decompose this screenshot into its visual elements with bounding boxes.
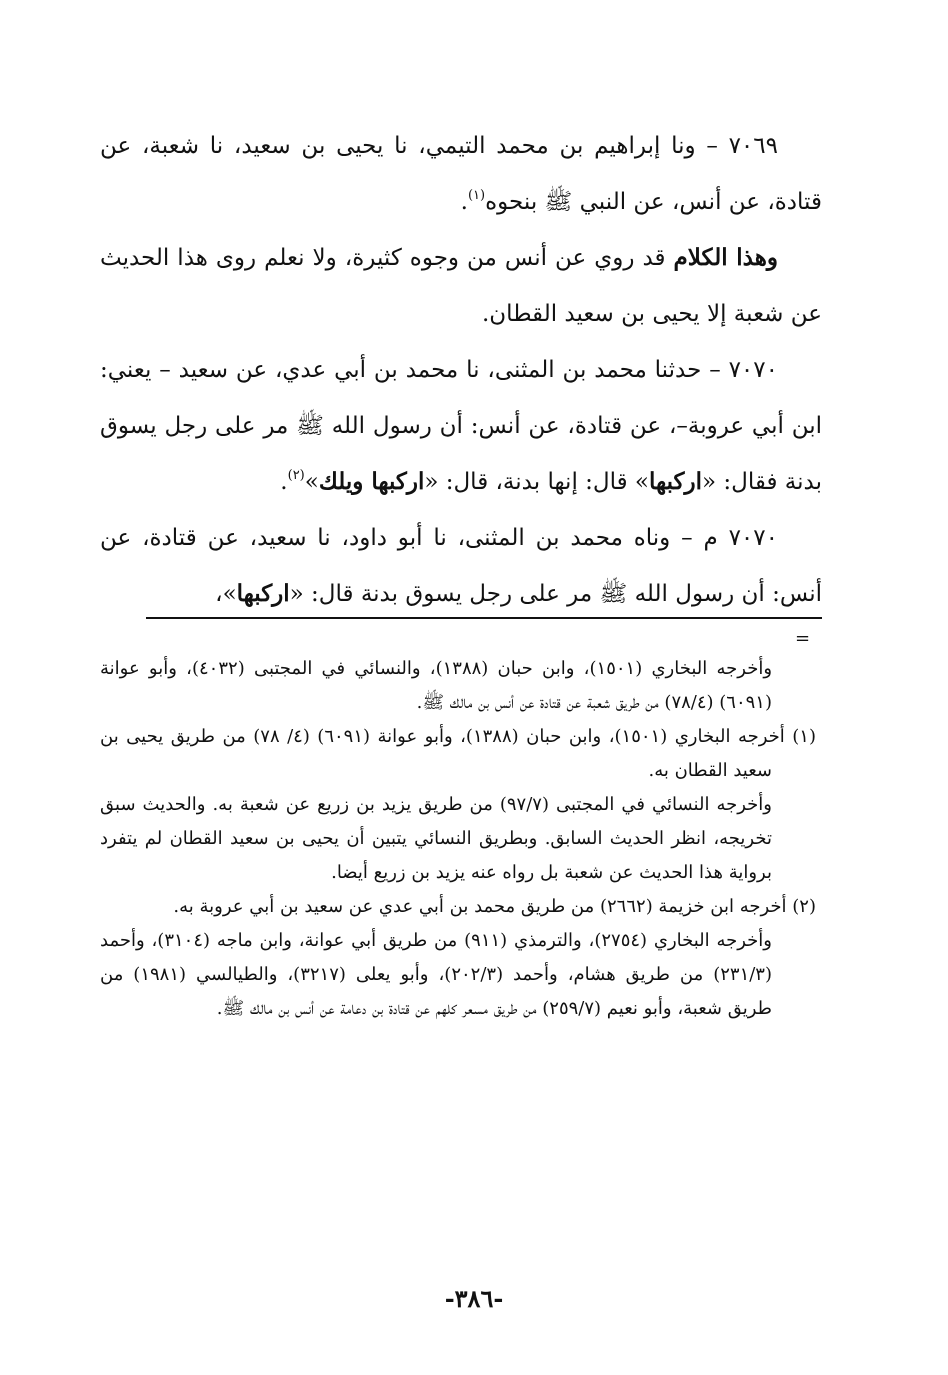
footnote-ref-2[interactable]: (٢) (287, 468, 305, 483)
commentary-lead: وهذا الكلام (673, 244, 778, 271)
footnote-continuation-mark: = (795, 628, 811, 649)
commentary-paragraph (100, 230, 822, 342)
hadith-7070-quote-2: اركبها ويلك (318, 468, 425, 495)
footnote-2: (٢) أخرجه ابن خزيمة (٢٦٦٢) من طريق محمد بن أبي عدي عن سعيد بن أبي عروبة به. (173, 896, 816, 917)
hadith-7070-text-b: » قال: إنها بدنة، قال: « (424, 469, 649, 495)
footnote-1: (١) أخرجه البخاري (١٥٠١)، وابن حبان (١٣٨٨)، وأبو عوانة (٦٠٩١) (٤/ ٧٨) من طريق يحيى بن سعيد القطان به. (100, 726, 816, 781)
hadith-7070m-text-a: ٧٠٧٠ م – وناه محمد بن المثنى، نا أبو داود، نا سعيد، عن قتادة، عن أنس: أن رسول الله ﷺ مر على رجل يسوق بدنة قال: « (100, 525, 822, 607)
hadith-7070 (100, 342, 822, 510)
footnotes (100, 652, 816, 1026)
footnote-ref-1[interactable]: (١) (467, 188, 486, 203)
hadith-7070m (100, 510, 822, 622)
footnote-1-continued: وأخرجه النسائي في المجتبى (٩٧/٧) من طريق يزيد بن زريع عن شعبة به. والحديث سبق تخريجه، انظر الحديث السابق. وبطريق النسائي يتبين أن يحيى بن سعيد القطان لم يتفرد برواية هذا الحديث عن شعبة بل رواه عنه يزيد بن زريع أيضا. (100, 794, 772, 883)
hadith-7070-quote-1: اركبها (649, 468, 702, 495)
commentary-text: قد روي عن أنس من وجوه كثيرة، ولا نعلم روى هذا الحديث عن شعبة إلا يحيى بن سعيد القطان. (100, 245, 822, 327)
footnote-2-continued: وأخرجه البخاري (٢٧٥٤)، والترمذي (٩١١) من طريق أبي عوانة، وابن ماجه (٣١٠٤)، وأحمد (٢٣١/٣) من طريق هشام، وأحمد (٢٠٢/٣)، وأبو يعلى (٣٢١٧)، والطيالسي (١٩٨١) من طريق شعبة، وأبو نعيم (٢٥٩/٧) من طريق مسعر كلهم عن قتادة بن دعامة عن أنس بن مالك ﷺ. (100, 930, 773, 1019)
hadith-7070m-text-b: »، (215, 581, 237, 607)
hadith-7070-end: . (280, 469, 288, 495)
hadith-7069-end: . (460, 189, 468, 215)
hadith-7070-text-c: » (304, 469, 319, 495)
footnote-separator (146, 617, 822, 619)
main-text (100, 118, 822, 622)
hadith-7070-text-a: ٧٠٧٠ – حدثنا محمد بن المثنى، نا محمد بن أبي عدي، عن سعيد – يعني: ابن أبي عروبة–، عن قتادة، عن أنس: أن رسول الله ﷺ مر على رجل يسوق بدنة فقال: « (100, 357, 822, 495)
hadith-7069 (100, 118, 822, 230)
page-number: -٣٨٦- (444, 1284, 504, 1313)
footnote-continued: وأخرجه البخاري (١٥٠١)، وابن حبان (١٣٨٨)، والنسائي في المجتبى (٤٠٣٢)، وأبو عوانة (٦٠٩١) (٧٨/٤) من طريق شعبة عن قتادة عن أنس بن مالك ﷺ. (100, 658, 773, 713)
hadith-7069-text: ٧٠٦٩ – ونا إبراهيم بن محمد التيمي، نا يحيى بن سعيد، نا شعبة، عن قتادة، عن أنس، عن النبي ﷺ بنحوه (100, 133, 822, 215)
hadith-7070m-quote: اركبها (236, 580, 290, 607)
